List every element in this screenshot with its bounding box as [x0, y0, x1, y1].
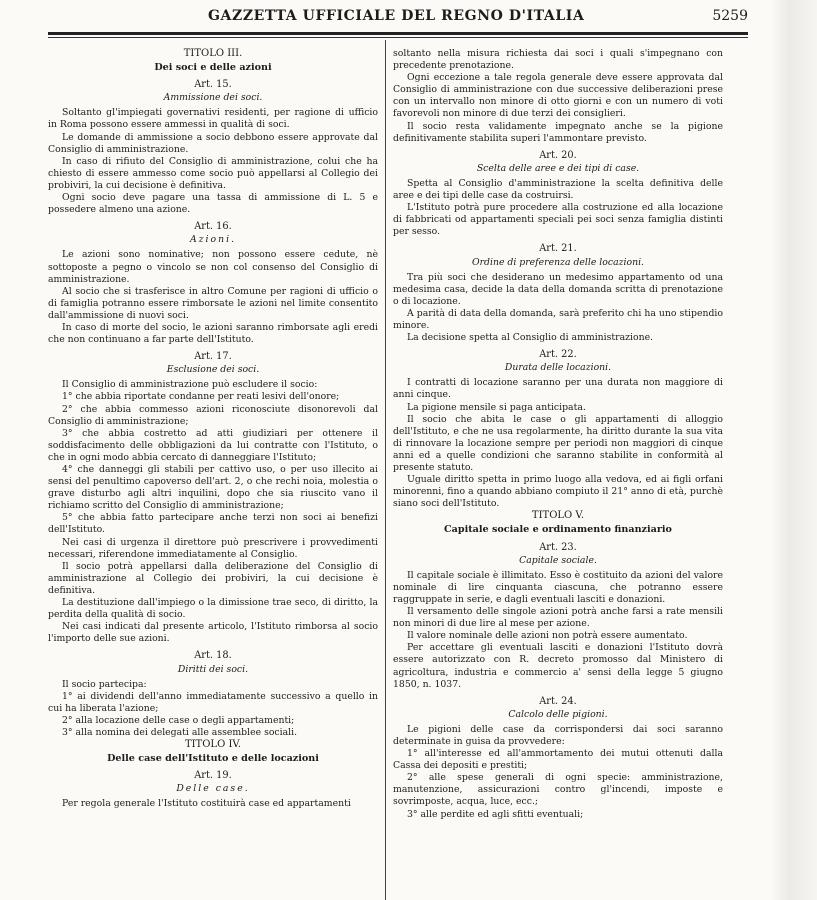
paragraph: I contratti di locazione saranno per una durata non maggiore di anni cinque. [393, 377, 723, 401]
article-title: Ordine di preferenza delle locazioni. [471, 256, 645, 268]
paragraph: 1° all'interesse ed all'ammortamento dei mutui ottenuti dalla Cassa dei depositi e prestiti; [393, 748, 723, 772]
article-number: Art. 23. [539, 541, 577, 553]
article-title: Delle case. [176, 783, 250, 795]
article-title: Calcolo delle pigioni. [508, 708, 608, 720]
article-number: Art. 22. [539, 349, 577, 361]
article-number: Art. 18. [194, 650, 232, 662]
paragraph: Per accettare gli eventuali lasciti e donazioni l'Istituto dovrà essere autorizzato con R. decreto promosso dal Ministero di agricoltura, industria e commercio a' sensi della legge 5 giugno 1850, n. 1037. [393, 642, 723, 690]
page-header [48, 8, 748, 30]
article-title: Ammissione dei soci. [163, 92, 263, 104]
paragraph: Il Consiglio di amministrazione può escludere il socio: [62, 379, 318, 391]
paragraph: Le azioni sono nominative; non possono essere cedute, nè sottoposte a pegno o vincolo se non col consenso del Consiglio di amministrazione. [48, 249, 378, 285]
section-title: TITOLO IV. [184, 739, 242, 751]
section-heading: Capitale sociale e ordinamento finanziario [444, 524, 672, 536]
section-heading: Dei soci e delle azioni [154, 62, 272, 74]
paragraph: La decisione spetta al Consiglio di amministrazione. [407, 332, 654, 344]
paragraph: In caso di morte del socio, le azioni saranno rimborsate agli eredi che non continuano a far parte dell'Istituto. [48, 321, 378, 346]
paragraph: Spetta al Consiglio d'amministrazione la scelta definitiva delle aree e dei tipi delle case da costruirsi. [393, 177, 723, 202]
paragraph: 3° alla nomina dei delegati alle assemblee sociali. [62, 726, 298, 738]
paragraph: soltanto nella misura richiesta dai soci i quali s'impegnano con precedente prenotazione. [393, 48, 723, 72]
paragraph: Uguale diritto spetta in primo luogo alla vedova, ed ai figli orfani minorenni, fino a quando abbiano compiuto il 21° anno di età, purchè siano soci dell'Istituto. [393, 474, 723, 510]
article-number: Art. 17. [194, 351, 232, 363]
paragraph: 2° alla locazione delle case o degli appartamenti; [62, 714, 295, 726]
article-title: Azioni. [189, 234, 237, 246]
paragraph: La pigione mensile si paga anticipata. [407, 401, 586, 413]
column-divider [385, 40, 386, 900]
paragraph: 1° che abbia riportate condanne per reati lesivi dell'onore; [62, 391, 340, 403]
paragraph: 1° ai dividendi dell'anno immediatamente successivo a quello in cui ha liberata l'azione; [48, 690, 378, 714]
paragraph: Tra più soci che desiderano un medesimo appartamento od una medesima casa, decide la data della domanda scritta di prenotazione o di locazione. [393, 271, 723, 307]
paragraph: Il versamento delle singole azioni potrà anche farsi a rate mensili non minori di due lire al mese per azione. [393, 606, 723, 630]
paragraph: Al socio che si trasferisce in altro Comune per ragioni di ufficio o di famiglia potranno essere rimborsate le azioni nel limite consentito dall'ammissione di nuovi soci. [48, 285, 378, 321]
section-title: TITOLO III. [183, 48, 243, 59]
paragraph: In caso di rifiuto del Consiglio di amministrazione, colui che ha chiesto di essere ammesso come socio può appellarsi al Collegio dei probiviri, la cui decisione è definitiva. [48, 155, 378, 191]
paragraph: 5° che abbia fatto partecipare anche terzi non soci ai benefizi dell'Istituto. [48, 512, 378, 536]
article-title: Scelta delle aree e dei tipi di case. [476, 162, 640, 174]
paragraph: La destituzione dall'impiego o la dimissione trae seco, di diritto, la perdita della qualità di socio. [48, 597, 378, 621]
section-title: TITOLO V. [531, 510, 585, 522]
gazette-title: GAZZETTA UFFICIALE DEL REGNO D'ITALIA [208, 8, 585, 24]
paragraph: 2° alle spese generali di ogni specie: amministrazione, manutenzione, assicurazioni contro gl'incendi, imposte e sovrimposte, acqua, luce, ecc.; [393, 772, 723, 808]
article-number: Art. 19. [194, 770, 232, 782]
article-number: Art. 15. [194, 79, 232, 91]
paragraph: Il capitale sociale è illimitato. Esso è costituito da azioni del valore nominale di lire cinquanta ciascuna, che potranno essere raggruppate in serie, e dagli eventuali lasciti e donazioni. [393, 569, 723, 605]
article-number: Art. 24. [539, 695, 577, 707]
paragraph: Il socio partecipa: [62, 678, 147, 690]
gazette-page [48, 0, 748, 900]
paragraph: 3° che abbia costretto ad atti giudiziari per ottenere il soddisfacimento delle obbligazioni da lui contratte con l'Istituto, o che in ogni modo abbia cercato di danneggiare l'Istituto; [48, 427, 378, 463]
paragraph: 4° che danneggi gli stabili per cattivo uso, o per uso illecito ai sensi del penultimo capoverso dell'art. 2, o che rechi noia, molestia o grave disturbo agli altri inquilini, dopo che sia riuscito vano il richiamo scritto del Consiglio di amministrazione; [48, 464, 378, 512]
article-number: Art. 21. [539, 243, 577, 255]
paragraph: Ogni eccezione a tale regola generale deve essere approvata dal Consiglio di amministrazione con due successive deliberazioni prese con un intervallo non minore di otto giorni e con un numero di voti favorevoli non minore di due terzi dei consiglieri. [393, 72, 723, 120]
paragraph: Le domande di ammissione a socio debbono essere approvate dal Consiglio di amministrazione. [48, 131, 378, 155]
paragraph: A parità di data della domanda, sarà preferito chi ha uno stipendio minore. [393, 307, 723, 331]
page-number: 5259 [712, 8, 748, 24]
header-rule-thin [48, 37, 748, 38]
paragraph: Il socio resta validamente impegnato anche se la pigione definitivamente stabilita superi l'ammontare previsto. [393, 120, 723, 144]
article-title: Esclusione dei soci. [166, 364, 260, 376]
paragraph: Le pigioni delle case da corrispondersi dai soci saranno determinate in guisa da provvedere: [393, 723, 723, 747]
scan-page-edge [771, 0, 817, 900]
paragraph: Il valore nominale delle azioni non potrà essere aumentato. [407, 630, 688, 642]
left-column [48, 48, 378, 811]
paragraph: Nei casi indicati dal presente articolo, l'Istituto rimborsa al socio l'importo delle sue azioni. [48, 621, 378, 645]
paragraph: 3° alle perdite ed agli sfitti eventuali; [407, 808, 584, 820]
article-number: Art. 16. [194, 221, 232, 233]
article-title: Capitale sociale. [519, 554, 597, 566]
article-title: Diritti dei soci. [177, 663, 249, 675]
paragraph: L'Istituto potrà pure procedere alla costruzione ed alla locazione di fabbricati od appartamenti speciali pei soci senza famiglia distinti per sesso. [393, 202, 723, 238]
header-rule-thick [48, 32, 748, 35]
right-column [393, 48, 723, 821]
paragraph: Nei casi di urgenza il direttore può prescrivere i provvedimenti necessari, riferendone immediatamente al Consiglio. [48, 536, 378, 560]
paragraph: 2° che abbia commesso azioni riconosciute disonorevoli dal Consiglio di amministrazione; [48, 403, 378, 427]
paragraph: Il socio potrà appellarsi dalla deliberazione del Consiglio di amministrazione al Collegio dei probiviri, la cui decisione è definitiva. [48, 560, 378, 596]
article-title: Durata delle locazioni. [504, 362, 612, 374]
paragraph: Soltanto gl'impiegati governativi residenti, per ragione di ufficio in Roma possono essere ammessi in qualità di soci. [48, 107, 378, 131]
paragraph: Per regola generale l'Istituto costituirà case ed appartamenti [62, 798, 351, 810]
article-number: Art. 20. [539, 149, 577, 161]
section-heading: Delle case dell'Istituto e delle locazioni [107, 753, 319, 765]
paragraph: Ogni socio deve pagare una tassa di ammissione di L. 5 e possedere almeno una azione. [48, 192, 378, 216]
paragraph: Il socio che abita le case o gli appartamenti di alloggio dell'Istituto, e che ne usa regolarmente, ha diritto durante la sua vita di rinnovare la locazione sempre per periodi non maggiori di cinque anni ed a quelle condizioni che saranno stabilite in conformità al presente statuto. [393, 413, 723, 473]
